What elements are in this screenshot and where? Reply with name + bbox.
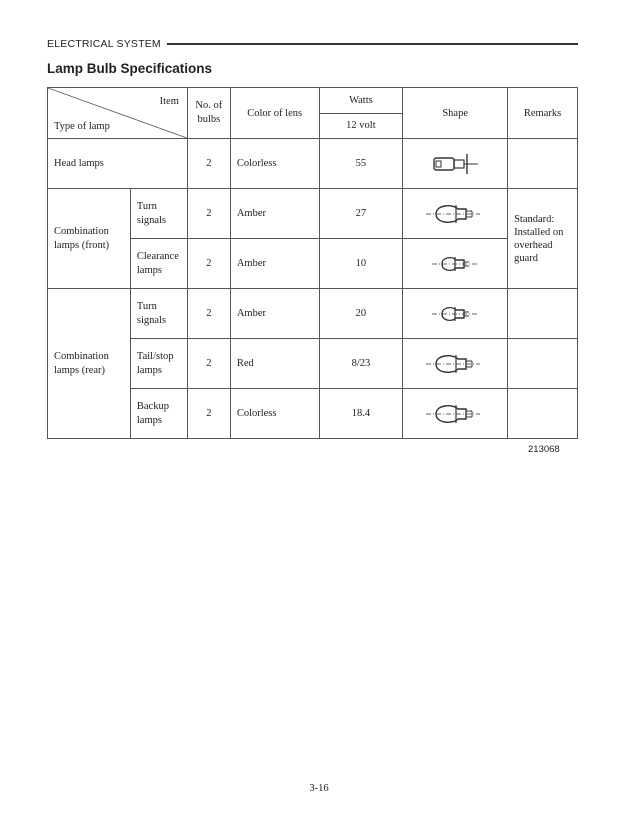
remarks-cell xyxy=(508,389,578,439)
shape-cell xyxy=(403,139,508,189)
lens-color-cell: Red xyxy=(230,339,319,389)
bulbs-cell: 2 xyxy=(187,189,230,239)
lamp-subtype-cell: Clearance lamps xyxy=(130,239,187,289)
col-header-watts-voltage: 12 volt xyxy=(319,113,403,139)
corner-type-label: Type of lamp xyxy=(54,121,110,132)
remarks-front: Standard: Installed on overhead guard xyxy=(508,189,578,289)
watts-cell: 27 xyxy=(319,189,403,239)
section-label: ELECTRICAL SYSTEM xyxy=(47,38,161,50)
small-bayonet-bulb-icon xyxy=(420,300,490,328)
large-bayonet-bulb-icon xyxy=(420,350,490,378)
figure-code: 213068 xyxy=(528,444,560,455)
lamp-group-front: Combination lamps (front) xyxy=(48,189,131,289)
remarks-cell xyxy=(508,339,578,389)
large-bayonet-bulb-icon xyxy=(420,400,490,428)
lamp-subtype-cell: Turn signals xyxy=(130,289,187,339)
watts-cell: 20 xyxy=(319,289,403,339)
remarks-cell xyxy=(508,289,578,339)
corner-header-cell xyxy=(48,88,188,139)
lamp-subtype-cell: Backup lamps xyxy=(130,389,187,439)
shape-cell xyxy=(403,339,508,389)
lens-color-cell: Amber xyxy=(230,239,319,289)
lamp-bulb-spec-table xyxy=(47,87,578,439)
bulbs-cell: 2 xyxy=(187,239,230,289)
section-header xyxy=(47,38,578,52)
col-header-shape: Shape xyxy=(403,88,508,139)
lamp-subtype-cell: Turn signals xyxy=(130,189,187,239)
lamp-subtype-cell: Tail/stop lamps xyxy=(130,339,187,389)
bulbs-cell: 2 xyxy=(187,139,230,189)
halogen-bulb-icon xyxy=(420,150,490,178)
bulbs-cell: 2 xyxy=(187,289,230,339)
table-row-head-lamps xyxy=(48,139,578,189)
table-row-rear-turn xyxy=(48,289,578,339)
col-header-remarks: Remarks xyxy=(508,88,578,139)
lens-color-cell: Colorless xyxy=(230,389,319,439)
header-rule xyxy=(167,43,578,45)
watts-cell: 18.4 xyxy=(319,389,403,439)
lens-color-cell: Colorless xyxy=(230,139,319,189)
large-bayonet-bulb-icon xyxy=(420,200,490,228)
bulbs-cell: 2 xyxy=(187,389,230,439)
col-header-watts: Watts xyxy=(319,88,403,114)
lens-color-cell: Amber xyxy=(230,189,319,239)
lens-color-cell: Amber xyxy=(230,289,319,339)
page-number: 3-16 xyxy=(309,783,329,794)
table-row-front-turn xyxy=(48,189,578,239)
lamp-group-rear: Combination lamps (rear) xyxy=(48,289,131,439)
small-bayonet-bulb-icon xyxy=(420,250,490,278)
shape-cell xyxy=(403,289,508,339)
shape-cell xyxy=(403,189,508,239)
page-title: Lamp Bulb Specifications xyxy=(47,61,213,76)
shape-cell xyxy=(403,389,508,439)
col-header-bulbs: No. of bulbs xyxy=(187,88,230,139)
bulbs-cell: 2 xyxy=(187,339,230,389)
watts-cell: 8/23 xyxy=(319,339,403,389)
col-header-color: Color of lens xyxy=(230,88,319,139)
watts-cell: 10 xyxy=(319,239,403,289)
shape-cell xyxy=(403,239,508,289)
lamp-type-cell: Head lamps xyxy=(48,139,188,189)
watts-cell: 55 xyxy=(319,139,403,189)
corner-item-label: Item xyxy=(159,96,179,107)
remarks-cell xyxy=(508,139,578,189)
